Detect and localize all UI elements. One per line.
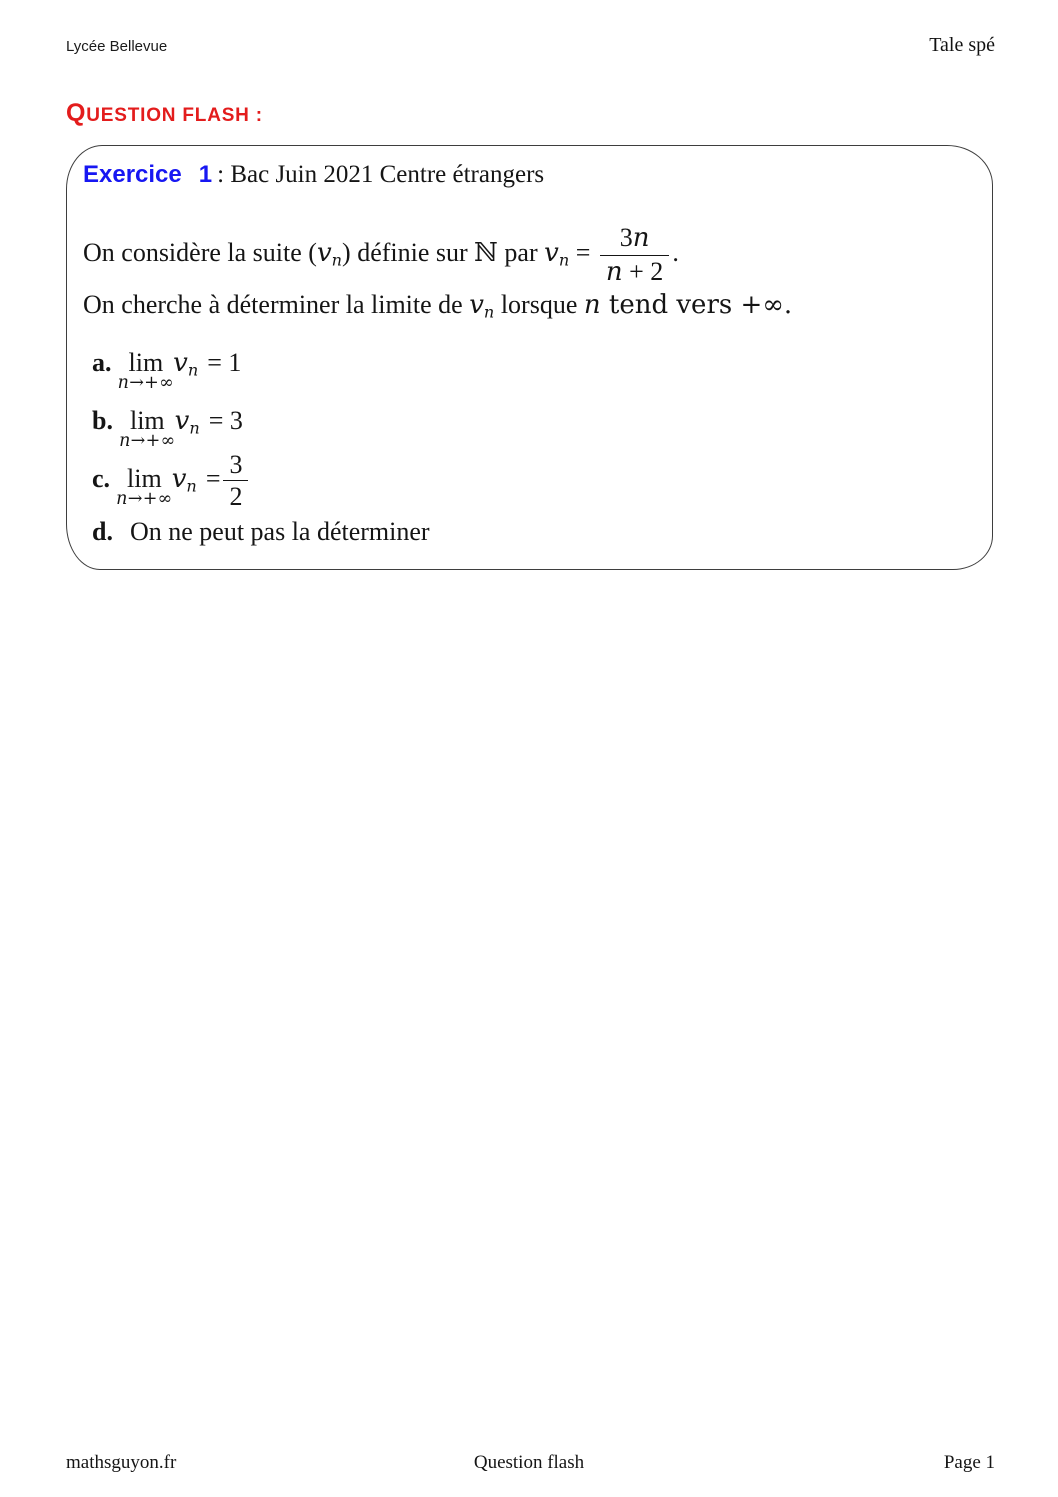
- arrow-infinity: →+∞: [127, 488, 173, 509]
- option-d-text: On ne peut pas la déterminer: [129, 516, 430, 546]
- arrow-infinity: →+∞: [130, 431, 176, 452]
- option-c: [92, 451, 976, 511]
- intro1-mid: ) définie sur: [342, 238, 475, 268]
- exercise-box: [66, 145, 993, 570]
- lim-word: lim: [128, 347, 164, 377]
- section-heading-rest: UESTION FLASH :: [86, 105, 263, 126]
- intro-line-2: [83, 290, 976, 322]
- math-var-n: n: [119, 431, 131, 452]
- limit-operator: [117, 347, 175, 393]
- option-b: [92, 406, 976, 452]
- fraction-bar: [600, 255, 669, 256]
- page-number: Page 1: [943, 1452, 995, 1473]
- document-header: [66, 34, 995, 57]
- option-c-label: c.: [92, 463, 111, 493]
- limit-underscript: [116, 488, 172, 510]
- lim-word: lim: [127, 463, 162, 493]
- sequence-term: [174, 406, 200, 438]
- option-b-label: b.: [92, 406, 113, 436]
- exercise-title: [83, 159, 976, 190]
- intro2-post: tend vers +∞.: [600, 290, 793, 321]
- math-var-n: n: [605, 256, 623, 287]
- fraction: [600, 224, 669, 286]
- math-var-v: v: [171, 463, 187, 494]
- num-coefficient: 3: [619, 223, 633, 253]
- math-sub-n: n: [186, 476, 197, 496]
- math-var-v: v: [174, 406, 190, 437]
- option-b-value: = 3: [208, 406, 243, 436]
- limit-operator: [119, 406, 176, 452]
- arrow-infinity: →+∞: [129, 372, 175, 393]
- sequence-term: [173, 347, 199, 380]
- lim-word: lim: [129, 406, 165, 436]
- class-level: Tale spé: [929, 34, 995, 56]
- section-heading-initial: Q: [66, 99, 87, 127]
- fraction: [223, 451, 248, 511]
- intro1-pre: On considère la suite (: [83, 238, 317, 268]
- exercise-colon: :: [217, 161, 231, 188]
- option-a: [92, 347, 976, 393]
- math-var-v: v: [316, 238, 332, 269]
- math-var-v: v: [544, 238, 559, 269]
- equals-sign: =: [569, 238, 597, 268]
- intro2-mid: lorsque: [494, 290, 584, 320]
- sequence-term: [171, 463, 197, 496]
- sentence-period: .: [672, 238, 679, 268]
- math-sub-n: n: [331, 250, 343, 270]
- fraction-denominator: [600, 258, 669, 287]
- math-var-n: n: [117, 372, 130, 393]
- school-name: Lycée Bellevue: [66, 38, 168, 55]
- option-a-label: a.: [92, 347, 112, 377]
- exercise-source: Bac Juin 2021 Centre étrangers: [230, 161, 545, 188]
- math-var-v: v: [469, 290, 484, 321]
- fraction-numerator: 3: [229, 449, 243, 479]
- den-rest: + 2: [622, 256, 664, 286]
- intro1-par: par: [497, 238, 545, 268]
- math-sub-n: n: [558, 250, 570, 270]
- options-list: [83, 348, 976, 548]
- exercise-number: 1: [198, 161, 213, 188]
- site-name: mathsguyon.fr: [66, 1452, 177, 1473]
- math-var-n: n: [632, 223, 650, 254]
- math-sub-n: n: [483, 302, 495, 322]
- fraction-bar: [223, 480, 248, 481]
- section-heading: [66, 99, 263, 128]
- option-d: [92, 517, 976, 548]
- math-sub-n: n: [189, 418, 200, 438]
- limit-underscript: [118, 372, 174, 394]
- math-sub-n: n: [187, 360, 199, 380]
- fraction-denominator: 2: [229, 482, 243, 512]
- limit-underscript: [119, 430, 175, 452]
- math-var-v: v: [173, 347, 188, 378]
- intro2-pre: On cherche à déterminer la limite de: [83, 290, 470, 320]
- fraction-numerator: [614, 224, 656, 253]
- math-var-n: n: [583, 290, 601, 321]
- equals-sign: =: [205, 463, 221, 493]
- option-d-label: d.: [92, 516, 113, 546]
- document-footer: [0, 1452, 1058, 1478]
- option-a-value: = 1: [207, 347, 242, 377]
- math-var-n: n: [116, 488, 128, 509]
- exercise-label: Exercice: [83, 161, 182, 188]
- limit-operator: [116, 463, 173, 509]
- intro-line-1: [83, 224, 976, 286]
- naturals-symbol: ℕ: [474, 238, 498, 269]
- doc-title: Question flash: [473, 1452, 585, 1473]
